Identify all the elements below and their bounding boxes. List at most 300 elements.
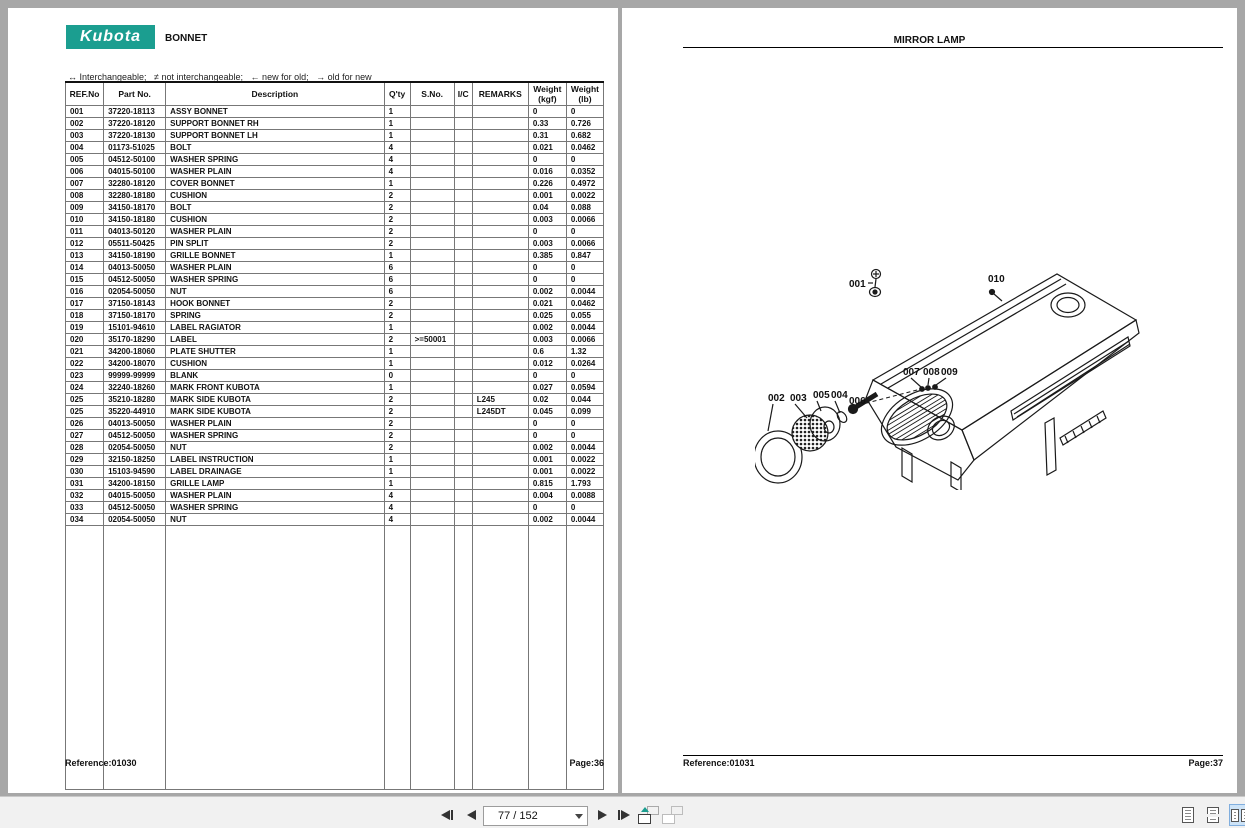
- table-cell: 025: [66, 393, 104, 405]
- table-row: [66, 141, 604, 153]
- table-cell: [472, 177, 528, 189]
- previous-page-icon: [467, 810, 476, 820]
- table-cell: [410, 177, 454, 189]
- table-cell: 0.0044: [566, 441, 603, 453]
- hood-front-face: [866, 380, 974, 480]
- table-cell: 32280-18120: [104, 177, 166, 189]
- table-cell: [472, 477, 528, 489]
- table-cell: SUPPORT BONNET LH: [166, 129, 384, 141]
- table-cell: [410, 273, 454, 285]
- table-cell: 0: [566, 273, 603, 285]
- table-cell: [454, 381, 472, 393]
- table-cell: [472, 441, 528, 453]
- right-page-footer: [683, 758, 1223, 768]
- table-row: [66, 153, 604, 165]
- table-cell: 029: [66, 453, 104, 465]
- diagram-label-004: 004: [831, 390, 848, 401]
- table-cell: GRILLE LAMP: [166, 477, 384, 489]
- table-cell: MARK FRONT KUBOTA: [166, 381, 384, 393]
- hood-side-face: [962, 320, 1139, 460]
- table-cell: [454, 105, 472, 117]
- left-document-page: [8, 8, 618, 793]
- table-cell: 032: [66, 489, 104, 501]
- table-cell: 1: [384, 381, 410, 393]
- table-cell: 04512-50100: [104, 153, 166, 165]
- table-cell: [454, 213, 472, 225]
- table-cell: 0.055: [566, 309, 603, 321]
- table-row: [66, 237, 604, 249]
- table-cell: 0.027: [528, 381, 566, 393]
- table-cell: 0.021: [528, 141, 566, 153]
- table-cell: [410, 357, 454, 369]
- table-cell: 030: [66, 465, 104, 477]
- table-cell: [472, 345, 528, 357]
- table-row: [66, 309, 604, 321]
- page-number: Page:36: [569, 758, 604, 768]
- single-page-view-button[interactable]: [1177, 804, 1199, 826]
- table-cell: [472, 297, 528, 309]
- table-cell: MARK SIDE KUBOTA: [166, 393, 384, 405]
- table-cell: 1: [384, 177, 410, 189]
- table-cell: 1: [384, 345, 410, 357]
- table-cell: [454, 453, 472, 465]
- detach-page-icon: [641, 807, 649, 812]
- table-cell: [410, 225, 454, 237]
- table-cell: 0.0462: [566, 297, 603, 309]
- single-page-view-icon: [1182, 807, 1194, 823]
- lamp-clip: [835, 410, 848, 424]
- table-cell: 0.002: [528, 321, 566, 333]
- table-cell: 4: [384, 141, 410, 153]
- table-cell: 003: [66, 129, 104, 141]
- reference-number: Reference:01030: [65, 758, 137, 768]
- detach-page-button[interactable]: [638, 806, 659, 824]
- table-cell: [454, 465, 472, 477]
- table-row: [66, 321, 604, 333]
- table-row: [66, 213, 604, 225]
- table-cell: PLATE SHUTTER: [166, 345, 384, 357]
- table-cell: 0.088: [566, 201, 603, 213]
- parts-table-body: [66, 105, 604, 789]
- table-cell: WASHER PLAIN: [166, 489, 384, 501]
- table-cell: [454, 429, 472, 441]
- kubota-logo: Kubota: [66, 25, 155, 49]
- table-cell: [454, 201, 472, 213]
- table-row: [66, 273, 604, 285]
- attach-page-button[interactable]: [662, 806, 683, 824]
- table-cell: [410, 153, 454, 165]
- table-cell: L245: [472, 393, 528, 405]
- table-cell: 37220-18120: [104, 117, 166, 129]
- table-cell: [410, 189, 454, 201]
- previous-page-button[interactable]: [461, 807, 481, 822]
- table-row: [66, 249, 604, 261]
- column-header: Description: [166, 82, 384, 105]
- bonnet-exploded-diagram: [755, 230, 1145, 490]
- table-cell: [454, 513, 472, 525]
- table-cell: 0.004: [528, 489, 566, 501]
- table-cell: 001: [66, 105, 104, 117]
- table-cell: [454, 189, 472, 201]
- column-header: S.No.: [410, 82, 454, 105]
- table-cell: 99999-99999: [104, 369, 166, 381]
- table-cell: 0.001: [528, 189, 566, 201]
- table-cell: [410, 393, 454, 405]
- table-cell: ASSY BONNET: [166, 105, 384, 117]
- table-cell: [472, 273, 528, 285]
- table-row: [66, 201, 604, 213]
- table-cell: 0.6: [528, 345, 566, 357]
- parts-table-header: [66, 82, 604, 105]
- table-cell: [472, 189, 528, 201]
- table-cell: [472, 489, 528, 501]
- parts-table: [65, 81, 604, 790]
- table-cell: [410, 165, 454, 177]
- table-cell: 34150-18180: [104, 213, 166, 225]
- table-cell: [454, 369, 472, 381]
- table-cell: 0: [528, 261, 566, 273]
- table-cell: WASHER SPRING: [166, 153, 384, 165]
- table-cell: 0: [528, 225, 566, 237]
- table-cell: [454, 309, 472, 321]
- table-cell: 0.002: [528, 513, 566, 525]
- table-cell: [410, 285, 454, 297]
- table-cell: MARK SIDE KUBOTA: [166, 405, 384, 417]
- table-cell: [410, 345, 454, 357]
- table-row: [66, 369, 604, 381]
- table-cell: LABEL RAGIATOR: [166, 321, 384, 333]
- column-header: Part No.: [104, 82, 166, 105]
- table-cell: 023: [66, 369, 104, 381]
- table-cell: 031: [66, 477, 104, 489]
- table-cell: NUT: [166, 441, 384, 453]
- two-page-view-button[interactable]: [1229, 804, 1245, 826]
- table-cell: [454, 261, 472, 273]
- table-cell: 1: [384, 453, 410, 465]
- next-page-button[interactable]: [592, 807, 612, 822]
- table-cell: 37150-18143: [104, 297, 166, 309]
- table-cell: L245DT: [472, 405, 528, 417]
- table-cell: [454, 153, 472, 165]
- table-cell: 0: [566, 261, 603, 273]
- table-cell: [410, 321, 454, 333]
- table-cell: [472, 213, 528, 225]
- table-cell: 2: [384, 189, 410, 201]
- continuous-view-button[interactable]: [1202, 804, 1224, 826]
- table-cell: PIN SPLIT: [166, 237, 384, 249]
- table-cell: COVER BONNET: [166, 177, 384, 189]
- table-cell: 04015-50100: [104, 165, 166, 177]
- table-cell: 0: [566, 501, 603, 513]
- table-cell: [410, 453, 454, 465]
- table-cell: 0.003: [528, 333, 566, 345]
- table-cell: WASHER SPRING: [166, 429, 384, 441]
- table-cell: 025: [66, 405, 104, 417]
- table-row: [66, 261, 604, 273]
- table-cell: 0.003: [528, 213, 566, 225]
- table-cell: NUT: [166, 513, 384, 525]
- page-title: MIRROR LAMP: [893, 35, 966, 46]
- table-cell: 1: [384, 249, 410, 261]
- table-cell: 35210-18280: [104, 393, 166, 405]
- table-cell: [410, 213, 454, 225]
- table-cell: 0.0088: [566, 489, 603, 501]
- table-row: [66, 417, 604, 429]
- table-cell: BOLT: [166, 201, 384, 213]
- table-row: [66, 513, 604, 525]
- table-cell: 0.0044: [566, 285, 603, 297]
- table-cell: 2: [384, 333, 410, 345]
- table-cell: 35170-18290: [104, 333, 166, 345]
- table-cell: 026: [66, 417, 104, 429]
- table-cell: LABEL: [166, 333, 384, 345]
- first-page-icon: [441, 810, 450, 820]
- table-cell: 0: [528, 417, 566, 429]
- table-cell: WASHER PLAIN: [166, 165, 384, 177]
- table-cell: 04512-50050: [104, 273, 166, 285]
- table-cell: 0.0022: [566, 465, 603, 477]
- attach-page-icon: [662, 814, 675, 824]
- table-row: [66, 501, 604, 513]
- table-cell: 1: [384, 117, 410, 129]
- table-cell: 04512-50050: [104, 501, 166, 513]
- table-row: [66, 465, 604, 477]
- table-cell: 002: [66, 117, 104, 129]
- table-cell: 34150-18190: [104, 249, 166, 261]
- column-header: REF.No: [66, 82, 104, 105]
- table-cell: 0.016: [528, 165, 566, 177]
- table-cell: [472, 129, 528, 141]
- table-cell: [472, 141, 528, 153]
- table-cell: 005: [66, 153, 104, 165]
- column-header: I/C: [454, 82, 472, 105]
- table-cell: 017: [66, 297, 104, 309]
- table-cell: [472, 153, 528, 165]
- table-cell: 0.02: [528, 393, 566, 405]
- diagram-label-003: 003: [790, 393, 807, 404]
- table-cell: 02054-50050: [104, 285, 166, 297]
- table-cell: 0: [566, 225, 603, 237]
- table-cell: 0: [566, 429, 603, 441]
- diagram-label-001: 001: [849, 279, 866, 290]
- table-cell: 0.682: [566, 129, 603, 141]
- table-cell: [410, 129, 454, 141]
- table-cell: [454, 249, 472, 261]
- table-cell: 0.31: [528, 129, 566, 141]
- table-cell: [454, 477, 472, 489]
- table-cell: 0.0022: [566, 189, 603, 201]
- table-cell: 016: [66, 285, 104, 297]
- table-row: [66, 117, 604, 129]
- table-cell: [472, 369, 528, 381]
- table-cell: 0.021: [528, 297, 566, 309]
- table-cell: 034: [66, 513, 104, 525]
- table-cell: [472, 429, 528, 441]
- table-cell: 04512-50050: [104, 429, 166, 441]
- table-cell: [472, 501, 528, 513]
- table-cell: 2: [384, 309, 410, 321]
- table-cell: [472, 285, 528, 297]
- table-cell: [472, 237, 528, 249]
- table-cell: [410, 369, 454, 381]
- table-cell: 0.0462: [566, 141, 603, 153]
- next-page-icon: [598, 810, 607, 820]
- table-cell: 0.003: [528, 237, 566, 249]
- interchangeability-legend: ↔ Interchangeable; ≠ not interchangeable; ← new for old; → old for new: [68, 72, 372, 82]
- diagram-label-009: 009: [941, 367, 958, 378]
- table-cell: [410, 309, 454, 321]
- table-cell: 32150-18250: [104, 453, 166, 465]
- table-cell: [472, 261, 528, 273]
- table-cell: 35220-44910: [104, 405, 166, 417]
- table-cell: 2: [384, 405, 410, 417]
- table-row: [66, 477, 604, 489]
- viewer-toolbar: [0, 796, 1245, 828]
- table-cell: 0.012: [528, 357, 566, 369]
- table-cell: 010: [66, 213, 104, 225]
- table-cell: [410, 429, 454, 441]
- right-document-page: [622, 8, 1237, 793]
- table-cell: [454, 165, 472, 177]
- table-cell: SUPPORT BONNET RH: [166, 117, 384, 129]
- diagram-label-002: 002: [768, 393, 785, 404]
- title-underline: [683, 47, 1223, 48]
- table-cell: 4: [384, 513, 410, 525]
- table-cell: >=50001: [410, 333, 454, 345]
- last-page-button[interactable]: [614, 807, 634, 822]
- table-cell: 0: [528, 273, 566, 285]
- table-cell: 15101-94610: [104, 321, 166, 333]
- table-cell: 4: [384, 501, 410, 513]
- table-cell: 0: [566, 153, 603, 165]
- first-page-button[interactable]: [437, 807, 457, 822]
- table-cell: [472, 249, 528, 261]
- table-cell: 34150-18170: [104, 201, 166, 213]
- table-cell: 04013-50050: [104, 261, 166, 273]
- page-title: BONNET: [165, 33, 208, 44]
- table-cell: 0.001: [528, 453, 566, 465]
- table-cell: [472, 165, 528, 177]
- table-cell: 020: [66, 333, 104, 345]
- table-cell: 37220-18130: [104, 129, 166, 141]
- table-cell: [454, 141, 472, 153]
- table-cell: 4: [384, 489, 410, 501]
- table-row: [66, 345, 604, 357]
- table-cell: [410, 105, 454, 117]
- left-page-footer: [65, 758, 604, 768]
- table-cell: 007: [66, 177, 104, 189]
- table-cell: 6: [384, 261, 410, 273]
- table-cell: GRILLE BONNET: [166, 249, 384, 261]
- table-cell: WASHER PLAIN: [166, 261, 384, 273]
- table-cell: 0.0066: [566, 333, 603, 345]
- table-cell: [472, 117, 528, 129]
- table-cell: 0.002: [528, 285, 566, 297]
- table-cell: 1: [384, 129, 410, 141]
- table-cell: [454, 237, 472, 249]
- table-cell: [410, 261, 454, 273]
- table-cell: 15103-94590: [104, 465, 166, 477]
- table-cell: CUSHION: [166, 189, 384, 201]
- table-cell: 2: [384, 393, 410, 405]
- table-row: [66, 189, 604, 201]
- table-cell: [410, 201, 454, 213]
- table-cell: [472, 381, 528, 393]
- diagram-label-005: 005: [813, 390, 830, 401]
- table-cell: WASHER SPRING: [166, 501, 384, 513]
- table-cell: 4: [384, 165, 410, 177]
- page-number-combobox[interactable]: [483, 806, 588, 826]
- table-cell: 02054-50050: [104, 513, 166, 525]
- table-cell: 04013-50050: [104, 417, 166, 429]
- table-cell: 1: [384, 105, 410, 117]
- table-cell: 1: [384, 465, 410, 477]
- table-cell: [410, 501, 454, 513]
- reference-number: Reference:01031: [683, 758, 755, 768]
- table-row: [66, 225, 604, 237]
- table-row: [66, 381, 604, 393]
- table-cell: 0.002: [528, 441, 566, 453]
- table-cell: [410, 117, 454, 129]
- table-cell: WASHER PLAIN: [166, 225, 384, 237]
- table-cell: 32240-18260: [104, 381, 166, 393]
- table-cell: 004: [66, 141, 104, 153]
- table-cell: 0: [528, 105, 566, 117]
- table-cell: 0.33: [528, 117, 566, 129]
- table-cell: [454, 297, 472, 309]
- table-cell: 0.385: [528, 249, 566, 261]
- table-cell: 0.815: [528, 477, 566, 489]
- table-cell: [410, 417, 454, 429]
- table-cell: 6: [384, 285, 410, 297]
- table-row: [66, 441, 604, 453]
- table-cell: WASHER SPRING: [166, 273, 384, 285]
- table-cell: 34200-18150: [104, 477, 166, 489]
- table-cell: 34200-18070: [104, 357, 166, 369]
- table-cell: [454, 501, 472, 513]
- column-header: Q'ty: [384, 82, 410, 105]
- table-cell: NUT: [166, 285, 384, 297]
- table-row: [66, 453, 604, 465]
- column-header: Weight (lb): [566, 82, 603, 105]
- table-cell: [472, 513, 528, 525]
- table-cell: 019: [66, 321, 104, 333]
- table-cell: [454, 393, 472, 405]
- table-cell: [454, 117, 472, 129]
- table-cell: CUSHION: [166, 213, 384, 225]
- table-cell: 0: [528, 501, 566, 513]
- table-cell: 2: [384, 201, 410, 213]
- table-cell: BLANK: [166, 369, 384, 381]
- table-cell: 015: [66, 273, 104, 285]
- table-cell: 013: [66, 249, 104, 261]
- table-cell: 0: [384, 369, 410, 381]
- table-cell: [410, 141, 454, 153]
- table-cell: 0.04: [528, 201, 566, 213]
- table-cell: [410, 297, 454, 309]
- table-cell: [472, 105, 528, 117]
- table-cell: 0: [528, 153, 566, 165]
- table-cell: [454, 357, 472, 369]
- table-cell: [454, 333, 472, 345]
- table-row: [66, 333, 604, 345]
- table-row: [66, 105, 604, 117]
- table-cell: [454, 345, 472, 357]
- table-cell: 2: [384, 297, 410, 309]
- table-cell: 2: [384, 213, 410, 225]
- table-cell: 0.0264: [566, 357, 603, 369]
- table-cell: [454, 285, 472, 297]
